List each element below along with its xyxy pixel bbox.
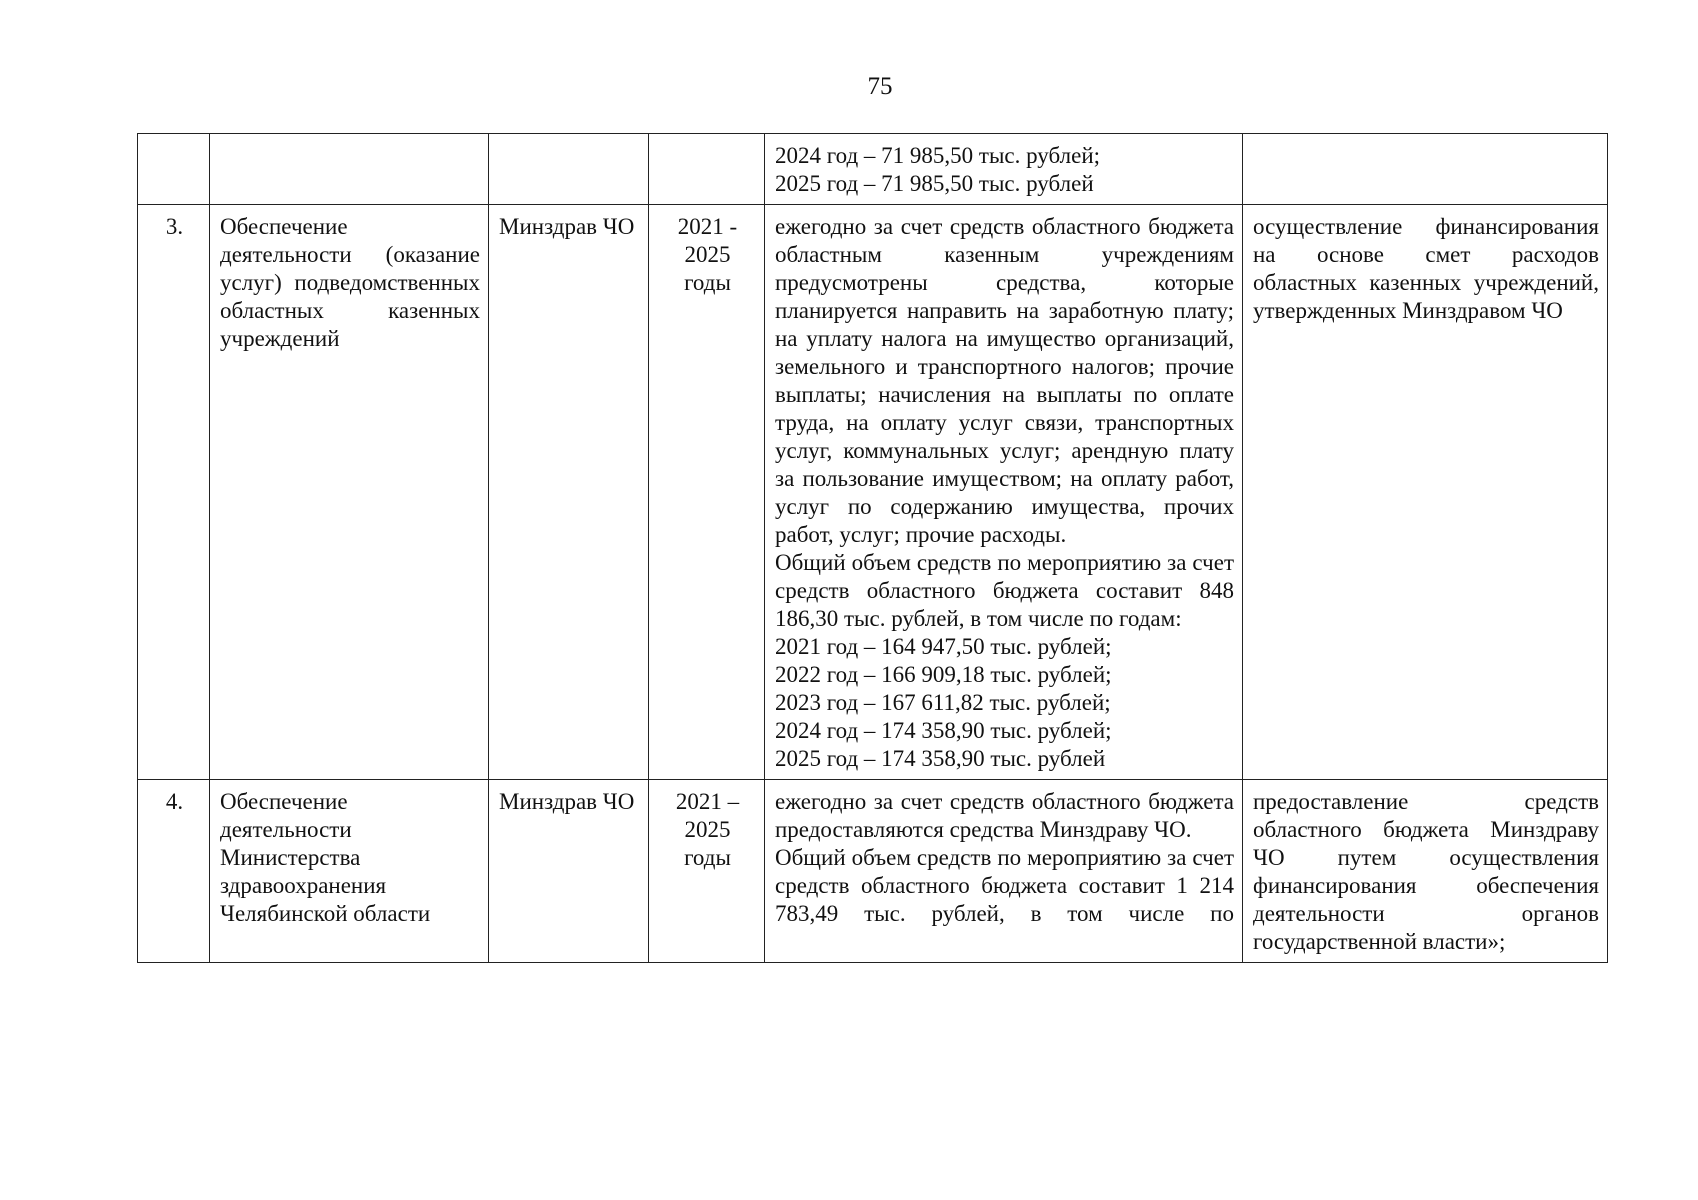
term-cell: 2021 – 2025 годы — [649, 780, 765, 963]
measures-table — [137, 133, 1608, 963]
table-row-measure-3 — [138, 205, 1608, 780]
funding-cell — [765, 134, 1243, 205]
measure-title-cell — [210, 205, 489, 780]
funding-total: Общий объем средств по мероприятию за счет средств областного бюджета составит 1 214 783,49 тыс. рублей, в том числе по — [775, 845, 1234, 926]
result-cell — [1243, 780, 1608, 963]
executor-cell: Минздрав ЧО — [489, 780, 649, 963]
measure-title: Обеспечение деятельности Министерства здравоохранения Челябинской области — [220, 789, 431, 926]
funding-description: ежегодно за счет средств областного бюджета областным казенным учреждениям предусмотрены средства, которые планируется направить на заработную плату; на уплату налога на имущество организаций, земельного и транспортного налогов; прочие выплаты; начисления на выплаты по оплате труда, на оплату услуг связи, транспортных услуг, коммунальных услуг; арендную плату за пользование имуществом; на оплату работ, услуг по содержанию имущества, прочих работ, услуг; прочие расходы. — [775, 214, 1234, 547]
funding-cell — [765, 780, 1243, 963]
funding-year-line: 2021 год – 164 947,50 тыс. рублей; — [775, 634, 1112, 659]
funding-year-line: 2025 год – 174 358,90 тыс. рублей — [775, 746, 1106, 771]
table-row-continued — [138, 134, 1608, 205]
row-number-cell: 4. — [138, 780, 210, 963]
row-number-cell — [138, 134, 210, 205]
funding-year-line: 2022 год – 166 909,18 тыс. рублей; — [775, 662, 1112, 687]
executor-cell: Минздрав ЧО — [489, 205, 649, 780]
term-cell — [649, 134, 765, 205]
page-number: 75 — [867, 73, 893, 100]
term-cell: 2021 - 2025 годы — [649, 205, 765, 780]
row-number-cell: 3. — [138, 205, 210, 780]
result-text: предоставление средств областного бюджета Минздраву ЧО путем осуществления финансирования обеспечения деятельности органов государственной власти»; — [1253, 789, 1599, 954]
funding-cell — [765, 205, 1243, 780]
table-row-measure-4 — [138, 780, 1608, 963]
measure-title: Обеспечение деятельности (оказание услуг) подведомственных областных казенных учреждений — [220, 214, 480, 351]
result-cell — [1243, 134, 1608, 205]
executor-cell — [489, 134, 649, 205]
funding-total: Общий объем средств по мероприятию за счет средств областного бюджета составит 848 186,30 тыс. рублей, в том числе по годам: — [775, 550, 1234, 631]
measure-title-cell — [210, 780, 489, 963]
funding-description: ежегодно за счет средств областного бюджета предоставляются средства Минздраву ЧО. — [775, 789, 1234, 842]
funding-year-line: 2025 год – 71 985,50 тыс. рублей — [775, 171, 1094, 196]
result-cell — [1243, 205, 1608, 780]
funding-year-line: 2024 год – 174 358,90 тыс. рублей; — [775, 718, 1112, 743]
result-text: осуществление финансирования на основе смет расходов областных казенных учреждений, утвержденных Минздравом ЧО — [1253, 214, 1599, 323]
funding-year-line: 2023 год – 167 611,82 тыс. рублей; — [775, 690, 1111, 715]
measure-title-cell — [210, 134, 489, 205]
funding-year-line: 2024 год – 71 985,50 тыс. рублей; — [775, 143, 1101, 168]
